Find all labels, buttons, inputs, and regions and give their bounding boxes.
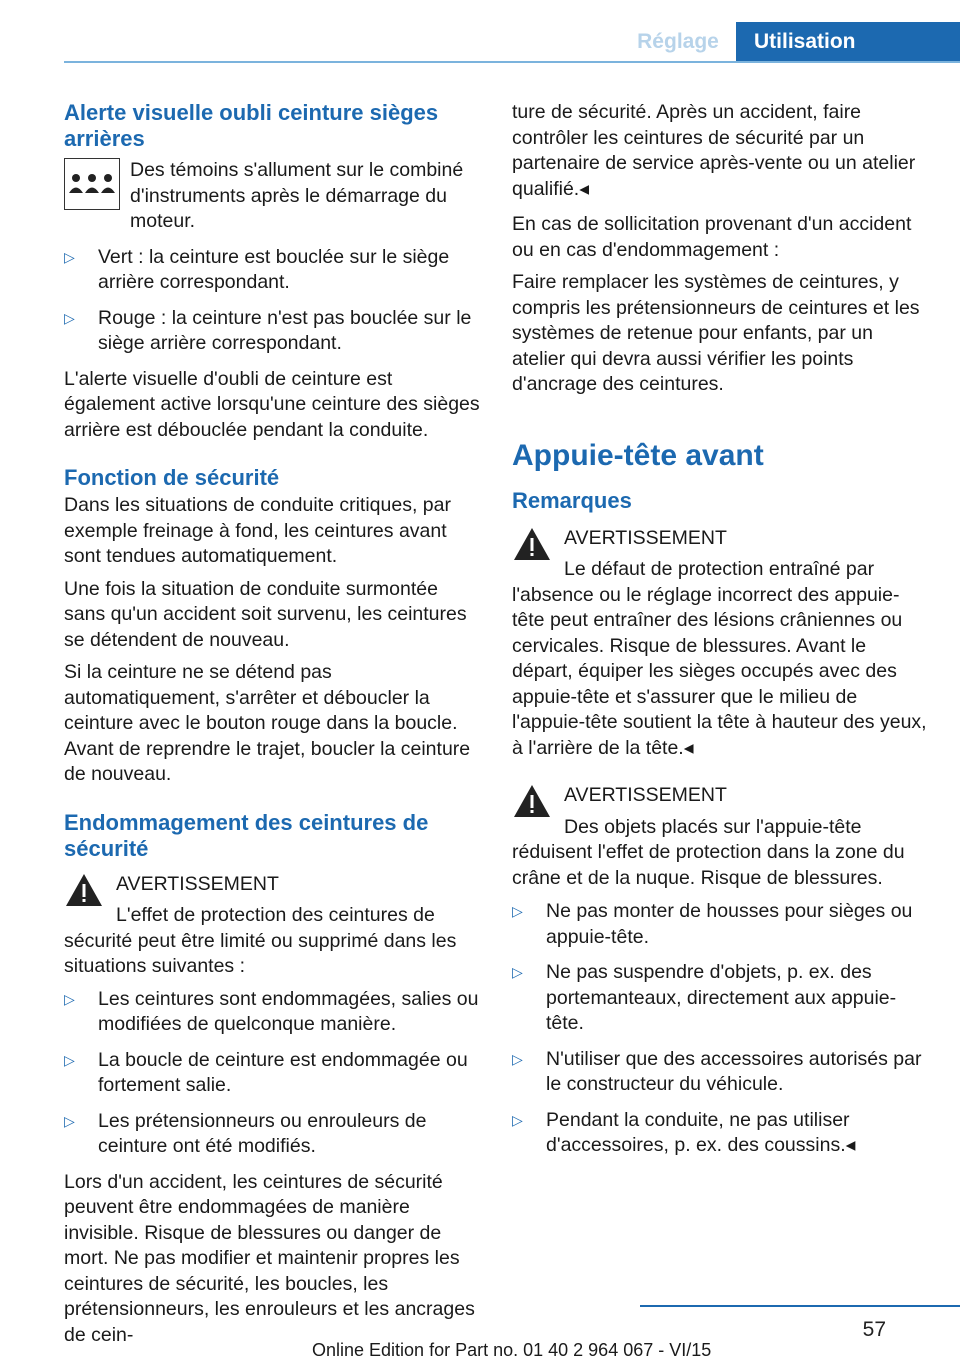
right-column [512, 100, 928, 1169]
seatbelt-occupants-icon [64, 158, 120, 210]
bullet-marker: ▷ [512, 1050, 523, 1067]
warning-block [512, 526, 928, 762]
bullet-marker: ▷ [512, 1111, 523, 1128]
page-number: 57 [862, 1318, 886, 1341]
bullet-marker: ▷ [512, 903, 523, 919]
warning-text: Le défaut de protection entraîné par l'absence ou le réglage incorrect des appuie-tête peut entraîner des lésions crâniennes ou cervicales. Risque de blessures. Avant le départ, équiper les sièges occupés avec des appuie-tête et s'assurer que le milieu de l'appuie-tête soutient la tête à hauteur des yeux, à l'arrière de la tête.◂ [512, 558, 927, 759]
heading-remarques: Remarques [512, 487, 632, 513]
left-column [64, 100, 480, 1355]
heading-fonction-securite: Fonction de sécurité [64, 465, 280, 490]
paragraph: Une fois la situation de conduite surmontée sans qu'un accident soit survenu, les ceintures se détendent de nouveau. [64, 577, 467, 651]
seatbelt-indicator-block [64, 158, 480, 235]
paragraph: ture de sécurité. Après un accident, faire contrôler les ceintures de sécurité par un partenaire de service après-vente ou un atelier qualifié.◂ [512, 101, 916, 200]
heading-endommagement: Endommagement des ceintures de sécurité [64, 809, 429, 861]
list-item: ▷ Les prétensionneurs ou enrouleurs de ceinture ont été modifiés. [64, 1109, 427, 1157]
list-item: ▷ N'utiliser que des accessoires autorisés par le constructeur du véhicule. [512, 1047, 922, 1095]
warning-text: L'effet de protection des ceintures de sécurité peut être limité ou supprimé dans les situations suivantes : [64, 904, 457, 977]
list-item: ▷ Les ceintures sont endommagées, salies ou modifiées de quelconque manière. [64, 987, 479, 1035]
footer-divider [640, 1305, 960, 1307]
warning-triangle-icon [512, 526, 552, 562]
bullet-marker: ▷ [64, 1112, 75, 1129]
bullet-marker: ▷ [64, 990, 75, 1007]
bullet-marker: ▷ [512, 964, 523, 980]
paragraph: Lors d'un accident, les ceintures de sécurité peuvent être endommagées de manière invisible. Risque de blessures ou danger de mort. Ne pas modifier et maintenir propres les ceintures de sécurité, les boucles, les prétensionneurs, les enrouleurs et les ancrages de cein- [64, 1170, 475, 1346]
warning-title: AVERTISSEMENT [564, 526, 727, 549]
warning-block [512, 783, 928, 891]
alert-icon-text: Des témoins s'allument sur le combiné d'instruments après le démarrage du moteur. [130, 159, 464, 232]
online-edition-text: Online Edition for Part no. 01 40 2 964 067 - VI/15 [312, 1340, 712, 1360]
list-item: ▷ Pendant la conduite, ne pas utiliser d'accessoires, p. ex. des coussins.◂ [512, 1108, 856, 1156]
warning-triangle-icon [64, 872, 104, 908]
list-item: ▷ Ne pas monter de housses pour sièges ou appuie-tête. [512, 900, 913, 948]
warning-text: Des objets placés sur l'appuie-tête réduisent l'effet de protection dans la zone du crâne et de la nuque. Risque de blessures. [512, 815, 905, 889]
paragraph: L'alerte visuelle d'oubli de ceinture est également active lorsqu'une ceinture des sièges arrière est débouclée pendant la conduite. [64, 367, 480, 441]
bullet-marker: ▷ [64, 309, 75, 326]
warning-triangle-icon [512, 783, 552, 819]
paragraph: Faire remplacer les systèmes de ceintures, y compris les prétensionneurs de ceintures et les systèmes de retenue pour enfants, par un atelier qui devra aussi vérifier les points d'ancrage des ceintures. [512, 271, 920, 395]
tab-utilisation[interactable]: Utilisation [736, 22, 960, 62]
heading-appuie-tete-avant: Appuie-tête avant [512, 438, 764, 472]
list-item: ▷ Vert : la ceinture est bouclée sur le siège arrière correspondant. [64, 245, 450, 293]
paragraph: En cas de sollicitation provenant d'un accident ou en cas d'endommagement : [512, 213, 912, 261]
list-item: ▷ Rouge : la ceinture n'est pas bouclée sur le siège arrière correspondant. [64, 306, 472, 354]
paragraph: Dans les situations de conduite critiques, par exemple freinage à fond, les ceintures avant sont tendues automatiquement. [64, 494, 451, 567]
warning-title: AVERTISSEMENT [564, 784, 727, 806]
warning-title: AVERTISSEMENT [116, 872, 279, 895]
header-divider [64, 61, 960, 63]
warning-block [64, 872, 480, 980]
heading-alerte-visuelle: Alerte visuelle oubli ceinture sièges arrières [64, 100, 439, 151]
tab-reglage[interactable]: Réglage [637, 30, 719, 53]
list-item: ▷ La boucle de ceinture est endommagée ou fortement salie. [64, 1048, 468, 1096]
paragraph: Si la ceinture ne se détend pas automatiquement, s'arrêter et déboucler la ceinture avec le bouton rouge dans la boucle. Avant de reprendre le trajet, boucler la ceinture de nouveau. [64, 661, 471, 785]
bullet-marker: ▷ [64, 248, 75, 265]
list-item: ▷ Ne pas suspendre d'objets, p. ex. des portemanteaux, directement aux appuie-tête. [512, 961, 897, 1034]
bullet-marker: ▷ [64, 1051, 75, 1068]
